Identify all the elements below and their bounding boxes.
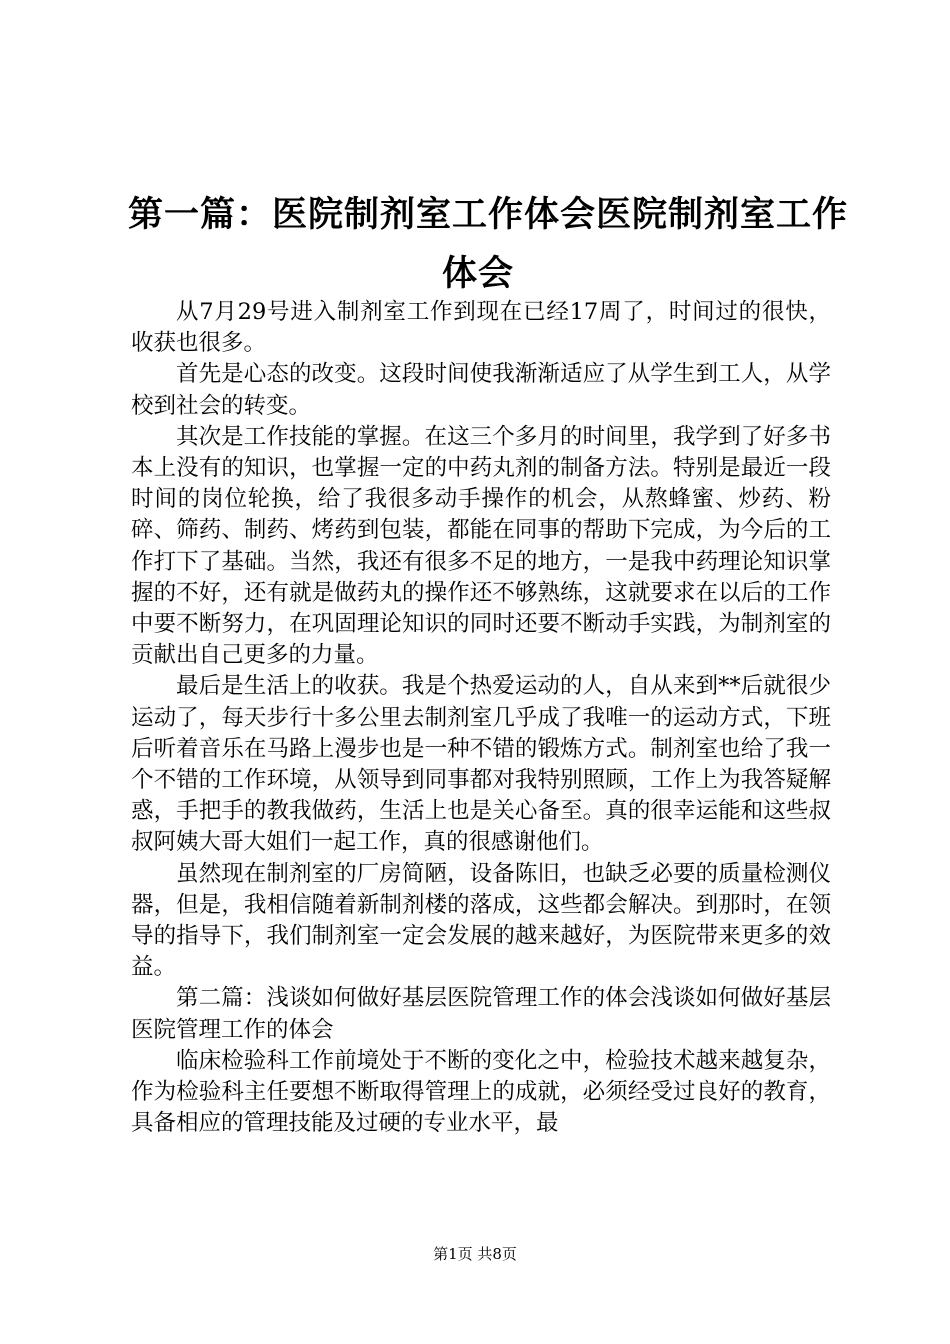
page-footer: 第1页 共8页 xyxy=(433,1245,517,1263)
paragraph-lab: 临床检验科工作前境处于不断的变化之中，检验技术越来越复杂，作为检验科主任要想不断取得管理上的成就，必须经受过良好的教育，具备相应的管理技能及过硬的专业水平，最 xyxy=(131,1047,831,1137)
title-line-2: 体会 xyxy=(441,254,514,294)
paragraph-intro: 从7月29号进入制剂室工作到现在已经17周了，时间过的很快，收获也很多。 xyxy=(131,299,831,357)
document-body xyxy=(131,297,831,1139)
paragraph-outlook: 虽然现在制剂室的厂房简陋，设备陈旧，也缺乏必要的质量检测仪器，但是，我相信随着新制剂楼的落成，这些都会解决。到那时，在领导的指导下，我们制剂室一定会发展的越来越好，为医院带来更多的效益。 xyxy=(131,860,831,981)
document-title xyxy=(128,186,849,304)
paragraph-mindset: 首先是心态的改变。这段时间使我渐渐适应了从学生到工人，从学校到社会的转变。 xyxy=(131,361,831,419)
paragraph-life: 最后是生活上的收获。我是个热爱运动的人，自从来到**后就很少运动了，每天步行十多公里去制剂室几乎成了我唯一的运动方式，下班后听着音乐在马路上漫步也是一种不错的锻炼方式。制剂室也给了我一个不错的工作环境，从领导到同事都对我特别照顾，工作上为我答疑解惑，手把手的教我做药，生活上也是关心备至。真的很幸运能和这些叔叔阿姨大哥大姐们一起工作，真的很感谢他们。 xyxy=(131,673,831,856)
paragraph-skills: 其次是工作技能的掌握。在这三个多月的时间里，我学到了好多书本上没有的知识，也掌握一定的中药丸剂的制备方法。特别是最近一段时间的岗位轮换，给了我很多动手操作的机会，从熬蜂蜜、炒药、粉碎、筛药、制药、烤药到包装，都能在同事的帮助下完成，为今后的工作打下了基础。当然，我还有很多不足的地方，一是我中药理论知识掌握的不好，还有就是做药丸的操作还不够熟练，这就要求在以后的工作中要不断努力，在巩固理论知识的同时还要不断动手实践，为制剂室的贡献出自己更多的力量。 xyxy=(131,423,831,669)
title-line-1: 第一篇：医院制剂室工作体会医院制剂室工作 xyxy=(128,195,849,235)
paragraph-second-title: 第二篇：浅谈如何做好基层医院管理工作的体会浅谈如何做好基层医院管理工作的体会 xyxy=(131,985,831,1043)
